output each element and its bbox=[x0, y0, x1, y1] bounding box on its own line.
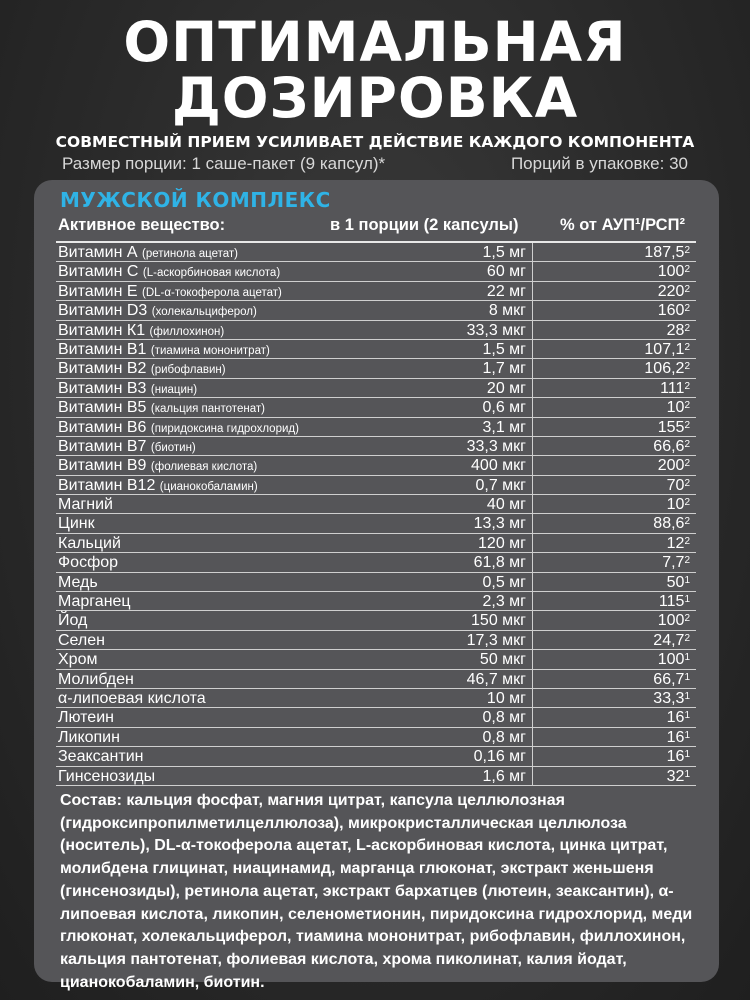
nutrient-name bbox=[58, 437, 196, 458]
nutrient-percent-value: 155 bbox=[657, 418, 685, 436]
nutrient-percent bbox=[658, 650, 690, 669]
nutrient-reference: 2 bbox=[684, 477, 690, 489]
nutrient-percent-value: 10 bbox=[666, 399, 685, 417]
nutrient-name bbox=[58, 534, 121, 553]
table-row bbox=[56, 650, 696, 669]
nutrient-percent bbox=[667, 747, 690, 766]
nutrient-dose: 1,5 мг bbox=[482, 340, 526, 358]
nutrient-dose: 0,8 мг bbox=[482, 728, 526, 746]
nutrient-name bbox=[58, 359, 226, 380]
nutrient-name bbox=[58, 321, 224, 342]
nutrient-percent-value: 16 bbox=[666, 728, 685, 746]
nutrient-note: (L-аскорбиновая кислота) bbox=[142, 267, 281, 280]
nutrient-dose: 8 мкг bbox=[488, 302, 526, 320]
nutrient-reference: 2 bbox=[684, 438, 690, 450]
nutrient-percent bbox=[653, 670, 690, 689]
nutrient-dose: 10 мг bbox=[486, 689, 526, 707]
nutrient-name bbox=[58, 340, 270, 361]
table-row bbox=[56, 301, 696, 320]
nutrient-note: (ниацин) bbox=[150, 383, 198, 396]
nutrient-name-text: Молибден bbox=[58, 670, 134, 688]
nutrient-dose: 0,16 мг bbox=[473, 748, 526, 766]
nutrient-name bbox=[58, 650, 97, 669]
nutrient-reference: 2 bbox=[684, 419, 690, 431]
nutrient-percent bbox=[644, 359, 690, 378]
nutrient-name-text: Хром bbox=[58, 651, 98, 669]
nutrient-name-text: Витамин В7 bbox=[58, 437, 147, 455]
nutrient-dose: 20 мг bbox=[486, 379, 526, 397]
nutrient-percent-value: 32 bbox=[666, 767, 685, 785]
nutrient-name-text: Витамин D3 bbox=[58, 302, 148, 320]
column-header-percent: % от АУП¹/РСП² bbox=[560, 216, 685, 234]
table-row bbox=[56, 514, 696, 533]
nutrient-percent-value: 70 bbox=[666, 476, 685, 494]
nutrient-name bbox=[58, 495, 113, 514]
nutrient-percent bbox=[660, 379, 690, 398]
table-row bbox=[56, 670, 696, 689]
nutrient-name-text: Зеаксантин bbox=[58, 748, 144, 766]
nutrient-name-text: Витамин Е bbox=[58, 282, 138, 300]
table-row bbox=[56, 631, 696, 650]
nutrient-dose: 1,7 мг bbox=[482, 360, 526, 378]
table-row bbox=[56, 243, 696, 262]
nutrient-reference: 2 bbox=[684, 380, 690, 392]
nutrient-percent-value: 220 bbox=[657, 282, 685, 300]
nutrient-name-text: α-липоевая кислота bbox=[58, 689, 206, 707]
nutrient-percent-value: 160 bbox=[657, 302, 685, 320]
nutrient-dose: 46,7 мкг bbox=[466, 670, 526, 688]
nutrient-reference: 2 bbox=[684, 613, 690, 625]
nutrient-dose: 13,3 мг bbox=[473, 515, 526, 533]
nutrient-percent-value: 107,1 bbox=[644, 340, 685, 358]
nutrient-reference: 2 bbox=[684, 245, 690, 256]
table-row bbox=[56, 456, 696, 475]
nutrient-percent-value: 24,7 bbox=[653, 631, 685, 649]
nutrient-percent-value: 66,6 bbox=[653, 437, 685, 455]
nutrient-name bbox=[58, 708, 114, 727]
table-row bbox=[56, 553, 696, 572]
nutrient-reference: 1 bbox=[684, 749, 690, 761]
nutrient-name bbox=[58, 631, 105, 650]
nutrient-name bbox=[58, 418, 299, 439]
nutrient-note: (DL-α-токоферола ацетат) bbox=[142, 286, 282, 299]
nutrient-table bbox=[56, 243, 696, 786]
nutrient-percent-value: 88,6 bbox=[653, 515, 685, 533]
nutrient-dose: 0,6 мг bbox=[482, 399, 526, 417]
nutrient-reference: 1 bbox=[684, 729, 690, 741]
nutrient-percent bbox=[653, 631, 690, 650]
nutrient-dose: 0,8 мг bbox=[482, 709, 526, 727]
nutrient-percent-value: 10 bbox=[666, 496, 685, 514]
nutrient-name-text: Витамин С bbox=[58, 263, 139, 281]
nutrient-name-text: Ликопин bbox=[58, 728, 120, 746]
nutrient-dose: 33,3 мкг bbox=[466, 321, 526, 339]
nutrient-name bbox=[58, 514, 95, 533]
nutrient-note: (рибофлавин) bbox=[150, 364, 226, 377]
column-header-dose: в 1 порции (2 капсулы) bbox=[330, 216, 519, 234]
nutrient-name bbox=[58, 456, 257, 477]
nutrient-dose: 40 мг bbox=[486, 496, 526, 514]
nutrient-name-text: Кальций bbox=[58, 534, 121, 552]
nutrient-name bbox=[58, 670, 134, 689]
nutrient-name bbox=[58, 592, 131, 611]
nutrient-percent bbox=[667, 573, 690, 592]
nutrient-name-text: Селен bbox=[58, 631, 105, 649]
nutrient-name bbox=[58, 747, 143, 766]
nutrient-name-text: Лютеин bbox=[58, 709, 114, 727]
nutrient-reference: 2 bbox=[684, 303, 690, 315]
table-row bbox=[56, 398, 696, 417]
nutrient-dose: 0,5 мг bbox=[482, 573, 526, 591]
nutrient-reference: 1 bbox=[684, 768, 690, 780]
nutrient-percent bbox=[667, 476, 690, 495]
nutrient-percent-value: 200 bbox=[657, 457, 685, 475]
nutrient-name bbox=[58, 476, 258, 497]
nutrient-percent-value: 12 bbox=[666, 534, 685, 552]
nutrient-percent bbox=[653, 437, 690, 456]
nutrient-dose: 1,6 мг bbox=[482, 767, 526, 785]
nutrient-note: (цианокобаламин) bbox=[159, 480, 258, 493]
nutrient-percent bbox=[658, 418, 690, 437]
column-header-substance: Активное вещество: bbox=[58, 216, 226, 234]
nutrient-name bbox=[58, 767, 155, 786]
nutrient-name-text: Гинсенозиды bbox=[58, 767, 156, 785]
nutrient-name-text: Витамин В9 bbox=[58, 457, 147, 475]
nutrient-percent-value: 106,2 bbox=[644, 360, 685, 378]
nutrient-name-text: Витамин В5 bbox=[58, 399, 147, 417]
nutrient-dose: 50 мкг bbox=[479, 651, 526, 669]
nutrient-reference: 2 bbox=[684, 264, 690, 276]
nutrient-percent bbox=[667, 398, 690, 417]
panel-title: МУЖСКОЙ КОМПЛЕКС bbox=[60, 188, 331, 212]
table-row bbox=[56, 340, 696, 359]
nutrient-percent-value: 115 bbox=[658, 593, 685, 611]
nutrient-percent bbox=[667, 728, 690, 747]
table-row bbox=[56, 592, 696, 611]
nutrient-reference: 2 bbox=[684, 497, 690, 509]
nutrient-name bbox=[58, 301, 257, 322]
nutrient-percent-value: 16 bbox=[666, 748, 685, 766]
nutrient-percent-value: 33,3 bbox=[653, 689, 685, 707]
nutrient-name-text: Витамин К1 bbox=[58, 321, 146, 339]
nutrient-percent bbox=[644, 243, 690, 262]
nutrient-reference: 1 bbox=[684, 671, 690, 683]
nutrient-percent bbox=[667, 321, 690, 340]
nutrient-name-text: Марганец bbox=[58, 593, 131, 611]
nutrient-percent-value: 187,5 bbox=[644, 244, 685, 261]
table-row bbox=[56, 573, 696, 592]
nutrient-reference: 2 bbox=[684, 283, 690, 295]
nutrient-reference: 2 bbox=[684, 458, 690, 470]
nutrient-reference: 1 bbox=[684, 690, 690, 702]
nutrient-percent bbox=[659, 592, 690, 611]
nutrient-dose: 1,5 мг bbox=[482, 244, 526, 261]
nutrient-dose: 400 мкг bbox=[471, 457, 526, 475]
table-row bbox=[56, 495, 696, 514]
nutrient-reference: 2 bbox=[684, 341, 690, 353]
table-row bbox=[56, 282, 696, 301]
nutrient-name bbox=[58, 611, 87, 630]
ingredients-text: Состав: кальция фосфат, магния цитрат, капсула целлюлозная (гидроксипропилметилцеллюлоза), микрокристаллическая целлюлоза (носитель), DL-α-токоферола ацетат, L-аскорбиновая кислота, цинка цитрат, молибдена глицинат, ниацинамид, марганца глюконат, экстракт женьшеня (гинсенозиды), ретинола ацетат, экстракт бархатцев (лютеин, зеаксантин), α-липоевая кислота, ликопин, селенометионин, пиридоксина гидрохлорид, меди глюконат, холекальциферол, тиамина мононитрат, рибофлавин, филлохинон, кальция пантотенат, фолиевая кислота, хрома пиколинат, калия йодат, цианокобаламин, биотин. bbox=[60, 792, 693, 991]
table-row bbox=[56, 747, 696, 766]
table-row bbox=[56, 359, 696, 378]
nutrient-percent-value: 100 bbox=[657, 263, 685, 281]
nutrient-percent-value: 66,7 bbox=[653, 670, 685, 688]
nutrient-percent-value: 111 bbox=[660, 379, 685, 397]
title-line-1: ОПТИМАЛЬНАЯ bbox=[123, 10, 627, 74]
table-row bbox=[56, 534, 696, 553]
table-row bbox=[56, 262, 696, 281]
nutrient-name-text: Фосфор bbox=[58, 554, 119, 572]
nutrient-percent-value: 16 bbox=[666, 709, 685, 727]
subtitle: СОВМЕСТНЫЙ ПРИЕМ УСИЛИВАЕТ ДЕЙСТВИЕ КАЖДОГО КОМПОНЕНТА bbox=[55, 133, 695, 151]
nutrient-name-text: Цинк bbox=[58, 515, 95, 533]
nutrient-percent bbox=[658, 611, 690, 630]
nutrient-reference: 1 bbox=[684, 594, 690, 606]
nutrient-percent bbox=[667, 534, 690, 553]
nutrient-reference: 1 bbox=[684, 710, 690, 722]
nutrient-name bbox=[58, 262, 280, 283]
nutrient-name bbox=[58, 379, 197, 400]
nutrient-dose: 22 мг bbox=[486, 282, 526, 300]
nutrient-note: (биотин) bbox=[150, 441, 196, 454]
nutrient-dose: 0,7 мкг bbox=[475, 476, 526, 494]
nutrient-note: (филлохинон) bbox=[149, 325, 225, 338]
nutrient-dose: 33,3 мкг bbox=[466, 437, 526, 455]
nutrient-reference: 2 bbox=[684, 361, 690, 373]
nutrient-name-text: Витамин В3 bbox=[58, 379, 147, 397]
nutrient-reference: 2 bbox=[684, 516, 690, 528]
nutrient-reference: 2 bbox=[684, 535, 690, 547]
nutrient-percent bbox=[667, 708, 690, 727]
nutrient-dose: 3,1 мг bbox=[482, 418, 526, 436]
nutrient-name bbox=[58, 689, 206, 708]
nutrient-name bbox=[58, 573, 98, 592]
nutrient-reference: 2 bbox=[684, 632, 690, 644]
nutrient-name bbox=[58, 553, 118, 572]
nutrient-percent bbox=[658, 301, 690, 320]
nutrient-name bbox=[58, 282, 282, 303]
nutrient-reference: 2 bbox=[684, 555, 690, 567]
nutrient-percent-value: 100 bbox=[657, 612, 685, 630]
nutrient-note: (фолиевая кислота) bbox=[150, 461, 258, 474]
nutrient-note: (кальция пантотенат) bbox=[150, 403, 265, 416]
nutrient-reference: 1 bbox=[684, 652, 690, 664]
nutrient-note: (холекальциферол) bbox=[151, 306, 257, 319]
nutrient-percent bbox=[667, 767, 690, 786]
nutrient-name bbox=[58, 728, 120, 747]
nutrient-dose: 120 мг bbox=[478, 534, 526, 552]
nutrient-name bbox=[58, 398, 265, 419]
nutrient-name-text: Магний bbox=[58, 496, 113, 514]
portions-per-pack: Порций в упаковке: 30 bbox=[510, 154, 688, 173]
nutrient-percent bbox=[653, 514, 690, 533]
nutrient-dose: 17,3 мкг bbox=[466, 631, 526, 649]
table-row bbox=[56, 611, 696, 630]
nutrient-name-text: Медь bbox=[58, 573, 98, 591]
nutrient-name-text: Витамин В12 bbox=[58, 476, 156, 494]
table-row bbox=[56, 708, 696, 727]
table-row bbox=[56, 767, 696, 786]
nutrient-percent-value: 7,7 bbox=[662, 554, 685, 572]
nutrient-name-text: Витамин В2 bbox=[58, 360, 147, 378]
nutrient-dose: 60 мг bbox=[486, 263, 526, 281]
nutrient-name-text: Витамин В6 bbox=[58, 418, 147, 436]
table-row bbox=[56, 379, 696, 398]
table-row bbox=[56, 689, 696, 708]
nutrient-note: (тиамина мононитрат) bbox=[150, 344, 270, 357]
nutrient-percent bbox=[658, 282, 690, 301]
table-row bbox=[56, 418, 696, 437]
nutrient-note: (пиридоксина гидрохлорид) bbox=[150, 422, 299, 435]
table-row bbox=[56, 321, 696, 340]
title-line-2: ДОЗИРОВКА bbox=[171, 66, 579, 130]
nutrient-percent bbox=[658, 456, 690, 475]
nutrient-percent bbox=[644, 340, 690, 359]
nutrient-percent bbox=[658, 262, 690, 281]
nutrient-reference: 2 bbox=[684, 322, 690, 334]
nutrient-note: (ретинола ацетат) bbox=[142, 248, 238, 260]
table-row bbox=[56, 728, 696, 747]
nutrient-name bbox=[58, 243, 238, 264]
nutrient-dose: 2,3 мг bbox=[482, 593, 526, 611]
table-row bbox=[56, 437, 696, 456]
table-row bbox=[56, 476, 696, 495]
nutrient-percent bbox=[653, 689, 690, 708]
nutrient-reference: 1 bbox=[684, 574, 690, 586]
nutrient-name-text: Йод bbox=[58, 612, 88, 630]
nutrient-name-text: Витамин В1 bbox=[58, 340, 147, 358]
nutrient-percent bbox=[667, 495, 690, 514]
nutrient-reference: 2 bbox=[684, 400, 690, 412]
nutrient-percent-value: 28 bbox=[666, 321, 685, 339]
nutrient-percent-value: 100 bbox=[657, 651, 685, 669]
portion-size: Размер порции: 1 саше-пакет (9 капсул)* bbox=[62, 154, 386, 173]
nutrient-percent-value: 50 bbox=[666, 573, 685, 591]
nutrient-name-text: Витамин А bbox=[58, 244, 138, 261]
nutrient-dose: 150 мкг bbox=[471, 612, 526, 630]
nutrient-dose: 61,8 мг bbox=[473, 554, 526, 572]
nutrient-percent bbox=[662, 553, 690, 572]
